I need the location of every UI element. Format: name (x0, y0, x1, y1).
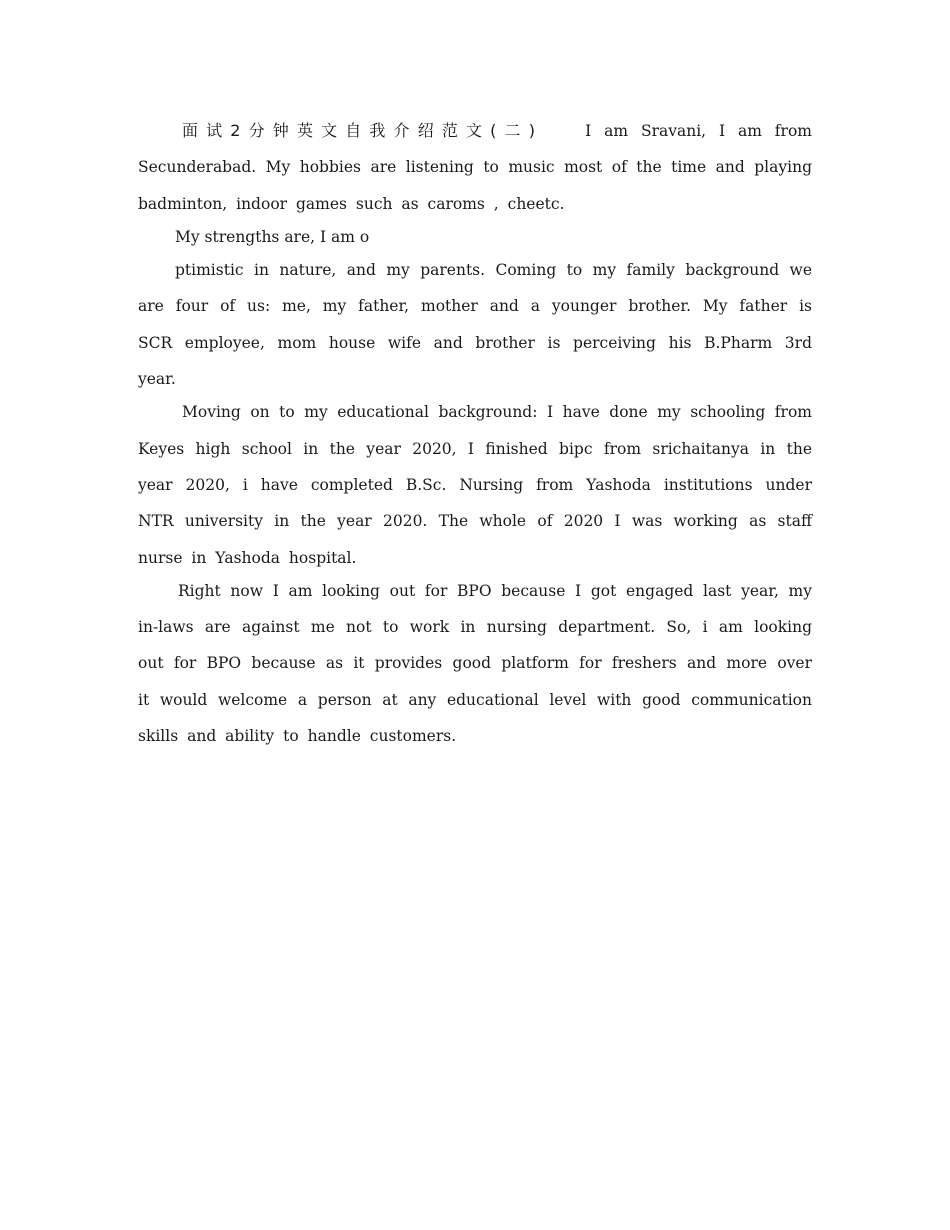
paragraph-intro-text: I am Sravani, I am from Secunderabad. My hobbies are listening to music most of the time and playing badminton, indoor games such as caroms , cheetc. (138, 122, 812, 213)
paragraph-career: Right now I am looking out for BPO because I got engaged last year, my in-laws are against me not to work in nursing department. So, i am looking out for BPO because as it provides good platform for freshers and more over it would welcome a person at any educational level with good communication skills and ability to handle customers. (138, 581, 812, 746)
paragraph-education: Moving on to my educational background: I have done my schooling from Keyes high school in the year 2020, I finished bipc from srichaitanya in the year 2020, i have completed B.Sc. Nursing from Yashoda institutions under NTR university in the year 2020. The whole of 2020 I was working as staff nurse in Yashoda hospital. (138, 403, 812, 567)
paragraph-intro (138, 113, 812, 222)
paragraph-family: ptimistic in nature, and my parents. Coming to my family background we are four of us: me, my father, mother and a younger brother. My father is SCR employee, mom house wife and brother is perceiving his B.Pharm 3rd year. (138, 261, 812, 389)
document-body (138, 113, 812, 751)
paragraph-strengths: My strengths are, I am o (175, 227, 370, 246)
document-title: 面试2分钟英文自我介绍范文(二) (182, 121, 540, 140)
